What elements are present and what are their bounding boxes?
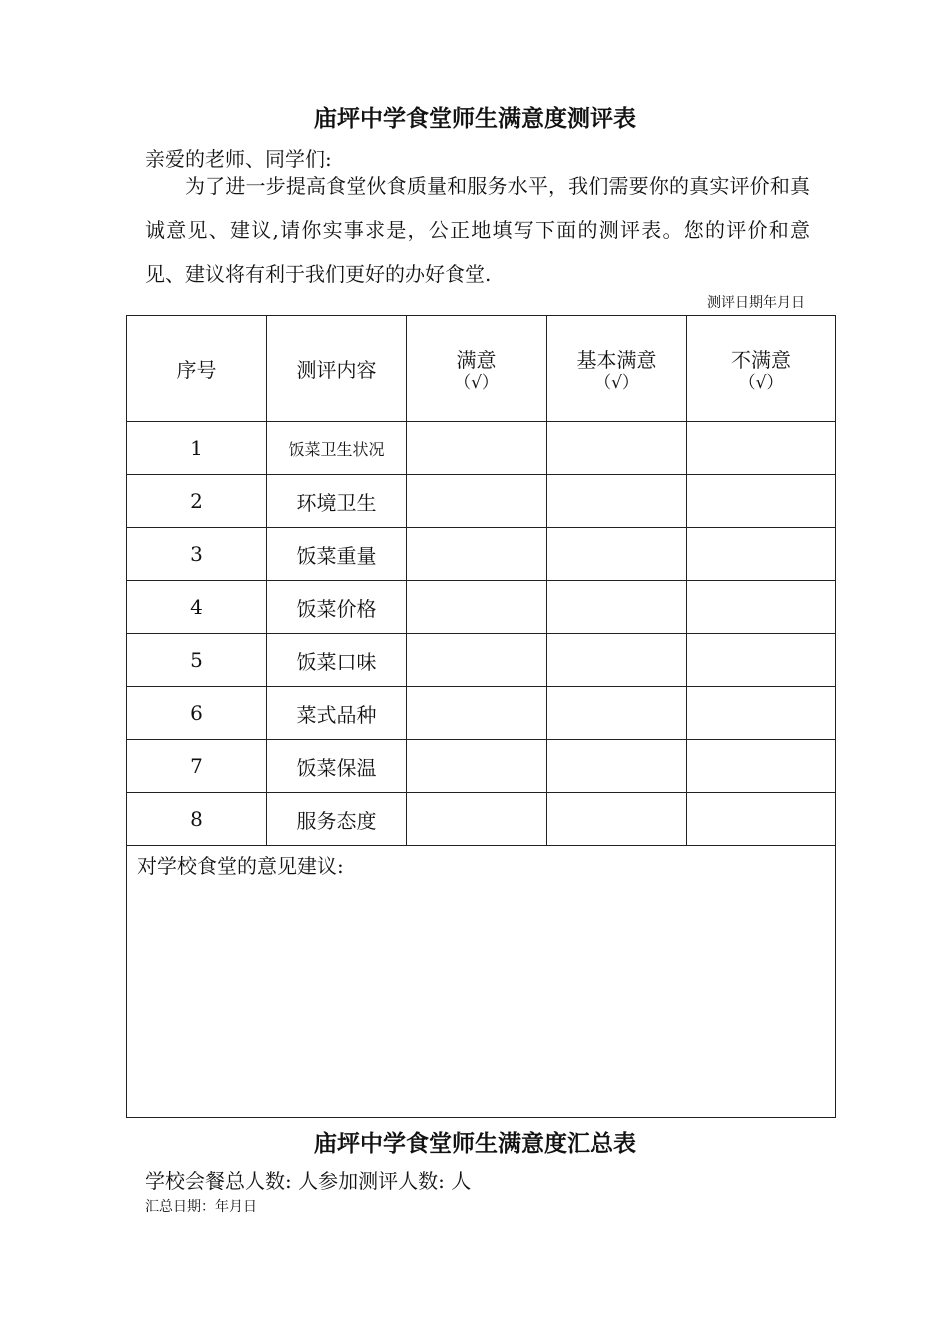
cell-basic[interactable] <box>547 740 687 793</box>
summary-date: 汇总日期：年月日 <box>145 1199 257 1215</box>
header-satisfied <box>407 316 547 422</box>
table-row <box>127 687 836 740</box>
summary-counts: 学校会餐总人数: 人参加测评人数: 人 <box>145 1169 472 1193</box>
table-header-row <box>127 316 836 422</box>
cell-basic[interactable] <box>547 687 687 740</box>
row-item: 饭菜保温 <box>267 740 407 793</box>
table-row <box>127 634 836 687</box>
cell-basic[interactable] <box>547 422 687 475</box>
row-number: 4 <box>127 581 267 634</box>
header-content: 测评内容 <box>267 316 407 422</box>
cell-unsatisfied[interactable] <box>687 634 836 687</box>
cell-basic[interactable] <box>547 581 687 634</box>
table-row <box>127 422 836 475</box>
cell-satisfied[interactable] <box>407 793 547 846</box>
row-item: 饭菜价格 <box>267 581 407 634</box>
survey-title: 庙坪中学食堂师生满意度测评表 <box>314 106 636 132</box>
cell-unsatisfied[interactable] <box>687 740 836 793</box>
cell-satisfied[interactable] <box>407 634 547 687</box>
cell-unsatisfied[interactable] <box>687 581 836 634</box>
row-number: 8 <box>127 793 267 846</box>
row-item: 饭菜重量 <box>267 528 407 581</box>
cell-basic[interactable] <box>547 528 687 581</box>
cell-unsatisfied[interactable] <box>687 528 836 581</box>
check-mark: （√） <box>454 373 499 393</box>
cell-unsatisfied[interactable] <box>687 687 836 740</box>
row-item: 服务态度 <box>267 793 407 846</box>
cell-satisfied[interactable] <box>407 687 547 740</box>
cell-unsatisfied[interactable] <box>687 475 836 528</box>
row-number: 1 <box>127 422 267 475</box>
row-item: 饭菜口味 <box>267 634 407 687</box>
table-row <box>127 581 836 634</box>
header-basic <box>547 316 687 422</box>
row-number: 2 <box>127 475 267 528</box>
header-unsatisfied <box>687 316 836 422</box>
table-row <box>127 475 836 528</box>
intro-paragraph: 为了进一步提高食堂伙食质量和服务水平，我们需要你的真实评价和真诚意见、建议,请你实事求是，公正地填写下面的测评表。您的评价和意见、建议将有利于我们更好的办好食堂. <box>145 174 810 286</box>
suggestion-label: 对学校食堂的意见建议: <box>137 854 344 878</box>
check-mark: （√） <box>738 373 784 393</box>
summary-title: 庙坪中学食堂师生满意度汇总表 <box>314 1131 636 1157</box>
cell-unsatisfied[interactable] <box>687 422 836 475</box>
cell-satisfied[interactable] <box>407 528 547 581</box>
header-unsatisfied-label: 不满意 <box>731 348 791 372</box>
row-number: 3 <box>127 528 267 581</box>
header-index: 序号 <box>127 316 267 422</box>
cell-satisfied[interactable] <box>407 740 547 793</box>
row-number: 6 <box>127 687 267 740</box>
suggestion-box[interactable] <box>127 846 836 1118</box>
cell-satisfied[interactable] <box>407 422 547 475</box>
suggestion-row <box>127 846 836 1118</box>
row-item: 环境卫生 <box>267 475 407 528</box>
table-row <box>127 528 836 581</box>
table-row <box>127 740 836 793</box>
cell-satisfied[interactable] <box>407 581 547 634</box>
table-row <box>127 793 836 846</box>
cell-basic[interactable] <box>547 475 687 528</box>
row-number: 5 <box>127 634 267 687</box>
row-number: 7 <box>127 740 267 793</box>
survey-table <box>126 315 836 1118</box>
header-basic-label: 基本满意 <box>576 348 657 372</box>
row-item: 菜式品种 <box>267 687 407 740</box>
survey-date: 测评日期年月日 <box>707 295 805 311</box>
cell-satisfied[interactable] <box>407 475 547 528</box>
check-mark: （√） <box>594 373 639 393</box>
cell-basic[interactable] <box>547 793 687 846</box>
cell-basic[interactable] <box>547 634 687 687</box>
cell-unsatisfied[interactable] <box>687 793 836 846</box>
greeting: 亲爱的老师、同学们: <box>145 147 332 171</box>
header-satisfied-label: 满意 <box>456 348 497 372</box>
row-item: 饭菜卫生状况 <box>267 422 407 475</box>
